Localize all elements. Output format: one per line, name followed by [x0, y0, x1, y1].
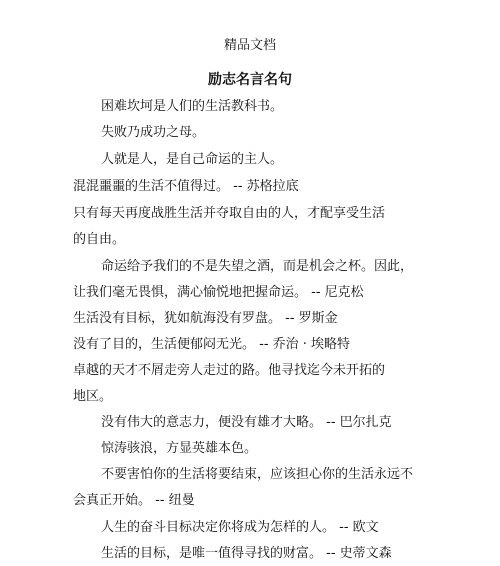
quote-line: 不要害怕你的生活将要结束，应该担心你的生活永远不 — [101, 467, 414, 482]
document-title: 励志名言名句 — [208, 72, 292, 88]
quote-line: 的自由。 — [73, 232, 126, 247]
quote-line: 人就是人，是自己命运的主人。 — [101, 152, 284, 167]
quote-line: 会真正开始。 -- 纽曼 — [73, 493, 195, 508]
quote-line: 混混噩噩的生活不值得过。 -- 苏格拉底 — [73, 179, 299, 194]
quote-line: 只有每天再度战胜生活并夺取自由的人，才配享受生活 — [73, 206, 386, 221]
quote-line: 生活的目标，是唯一值得寻找的财富。 -- 史蒂文森 — [101, 546, 392, 561]
quote-line: 让我们毫无畏惧，满心愉悦地把握命运。 -- 尼克松 — [73, 285, 364, 300]
quote-line: 生活没有目标，犹如航海没有罗盘。 -- 罗斯金 — [73, 311, 338, 326]
quote-line: 没有了目的，生活便郁闷无光。 -- 乔治 · 埃略特 — [73, 337, 351, 352]
quote-line: 地区。 — [73, 389, 113, 404]
quote-line: 命运给予我们的不是失望之酒，而是机会之杯。因此， — [101, 259, 414, 274]
page-header: 精品文档 — [223, 38, 276, 53]
quote-line: 困难坎坷是人们的生活教科书。 — [101, 99, 284, 114]
quote-line: 人生的奋斗目标决定你将成为怎样的人。 -- 欧文 — [101, 520, 379, 535]
quote-line: 没有伟大的意志力，便没有雄才大略。 -- 巴尔扎克 — [101, 415, 392, 430]
quote-line: 卓越的天才不屑走旁人走过的路。他寻找迄今未开拓的 — [73, 363, 386, 378]
quote-line: 惊涛骇浪，方显英雄本色。 — [101, 441, 258, 456]
quote-line: 失败乃成功之母。 — [101, 125, 206, 140]
